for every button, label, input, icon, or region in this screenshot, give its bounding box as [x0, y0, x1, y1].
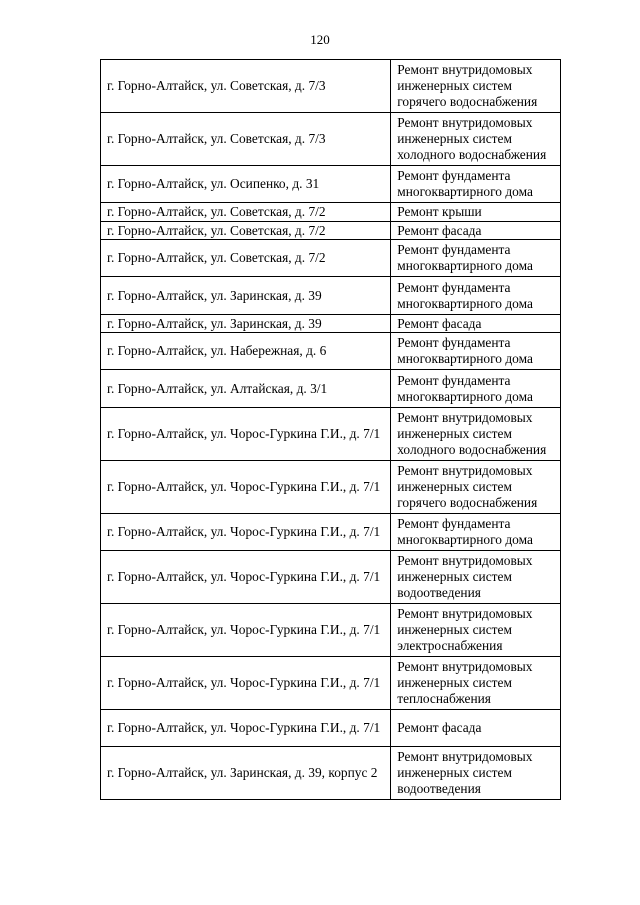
work-type-cell: Ремонт внутридомовых инженерных систем холодного водоснабжения — [391, 113, 561, 166]
address-cell: г. Горно-Алтайск, ул. Набережная, д. 6 — [101, 333, 391, 370]
address-cell: г. Горно-Алтайск, ул. Советская, д. 7/3 — [101, 60, 391, 113]
table-row — [101, 240, 561, 277]
address-cell: г. Горно-Алтайск, ул. Чорос-Гуркина Г.И., д. 7/1 — [101, 551, 391, 604]
address-cell: г. Горно-Алтайск, ул. Чорос-Гуркина Г.И., д. 7/1 — [101, 461, 391, 514]
address-cell: г. Горно-Алтайск, ул. Советская, д. 7/2 — [101, 203, 391, 222]
work-type-cell: Ремонт фасада — [391, 710, 561, 747]
work-type-cell: Ремонт фундамента многоквартирного дома — [391, 166, 561, 203]
table-row — [101, 461, 561, 514]
table-row — [101, 747, 561, 800]
address-cell: г. Горно-Алтайск, ул. Советская, д. 7/2 — [101, 240, 391, 277]
work-type-cell: Ремонт фундамента многоквартирного дома — [391, 240, 561, 277]
work-type-cell: Ремонт внутридомовых инженерных систем водоотведения — [391, 747, 561, 800]
address-cell: г. Горно-Алтайск, ул. Чорос-Гуркина Г.И., д. 7/1 — [101, 710, 391, 747]
address-cell: г. Горно-Алтайск, ул. Заринская, д. 39 — [101, 315, 391, 333]
table-row — [101, 277, 561, 315]
address-cell: г. Горно-Алтайск, ул. Заринская, д. 39 — [101, 277, 391, 315]
work-type-cell: Ремонт фасада — [391, 222, 561, 240]
work-type-cell: Ремонт фасада — [391, 315, 561, 333]
address-cell: г. Горно-Алтайск, ул. Чорос-Гуркина Г.И., д. 7/1 — [101, 604, 391, 657]
table-row — [101, 551, 561, 604]
work-type-cell: Ремонт фундамента многоквартирного дома — [391, 277, 561, 315]
table-row — [101, 657, 561, 710]
address-cell: г. Горно-Алтайск, ул. Осипенко, д. 31 — [101, 166, 391, 203]
work-type-cell: Ремонт внутридомовых инженерных систем горячего водоснабжения — [391, 60, 561, 113]
address-cell: г. Горно-Алтайск, ул. Чорос-Гуркина Г.И., д. 7/1 — [101, 408, 391, 461]
table-row — [101, 203, 561, 222]
work-type-cell: Ремонт фундамента многоквартирного дома — [391, 370, 561, 408]
work-type-cell: Ремонт внутридомовых инженерных систем теплоснабжения — [391, 657, 561, 710]
table-row — [101, 166, 561, 203]
address-cell: г. Горно-Алтайск, ул. Советская, д. 7/3 — [101, 113, 391, 166]
work-type-cell: Ремонт фундамента многоквартирного дома — [391, 333, 561, 370]
work-type-cell: Ремонт внутридомовых инженерных систем электроснабжения — [391, 604, 561, 657]
works-table — [100, 59, 561, 800]
address-cell: г. Горно-Алтайск, ул. Чорос-Гуркина Г.И., д. 7/1 — [101, 514, 391, 551]
table-row — [101, 604, 561, 657]
table-row — [101, 315, 561, 333]
work-type-cell: Ремонт внутридомовых инженерных систем водоотведения — [391, 551, 561, 604]
address-cell: г. Горно-Алтайск, ул. Заринская, д. 39, корпус 2 — [101, 747, 391, 800]
work-type-cell: Ремонт крыши — [391, 203, 561, 222]
work-type-cell: Ремонт фундамента многоквартирного дома — [391, 514, 561, 551]
page-number: 120 — [310, 32, 330, 47]
work-type-cell: Ремонт внутридомовых инженерных систем холодного водоснабжения — [391, 408, 561, 461]
work-type-cell: Ремонт внутридомовых инженерных систем горячего водоснабжения — [391, 461, 561, 514]
table-row — [101, 710, 561, 747]
works-table-body — [101, 60, 561, 800]
address-cell: г. Горно-Алтайск, ул. Алтайская, д. 3/1 — [101, 370, 391, 408]
table-row — [101, 408, 561, 461]
table-row — [101, 514, 561, 551]
table-row — [101, 333, 561, 370]
address-cell: г. Горно-Алтайск, ул. Советская, д. 7/2 — [101, 222, 391, 240]
table-row — [101, 222, 561, 240]
table-row — [101, 60, 561, 113]
table-row — [101, 370, 561, 408]
address-cell: г. Горно-Алтайск, ул. Чорос-Гуркина Г.И., д. 7/1 — [101, 657, 391, 710]
table-row — [101, 113, 561, 166]
